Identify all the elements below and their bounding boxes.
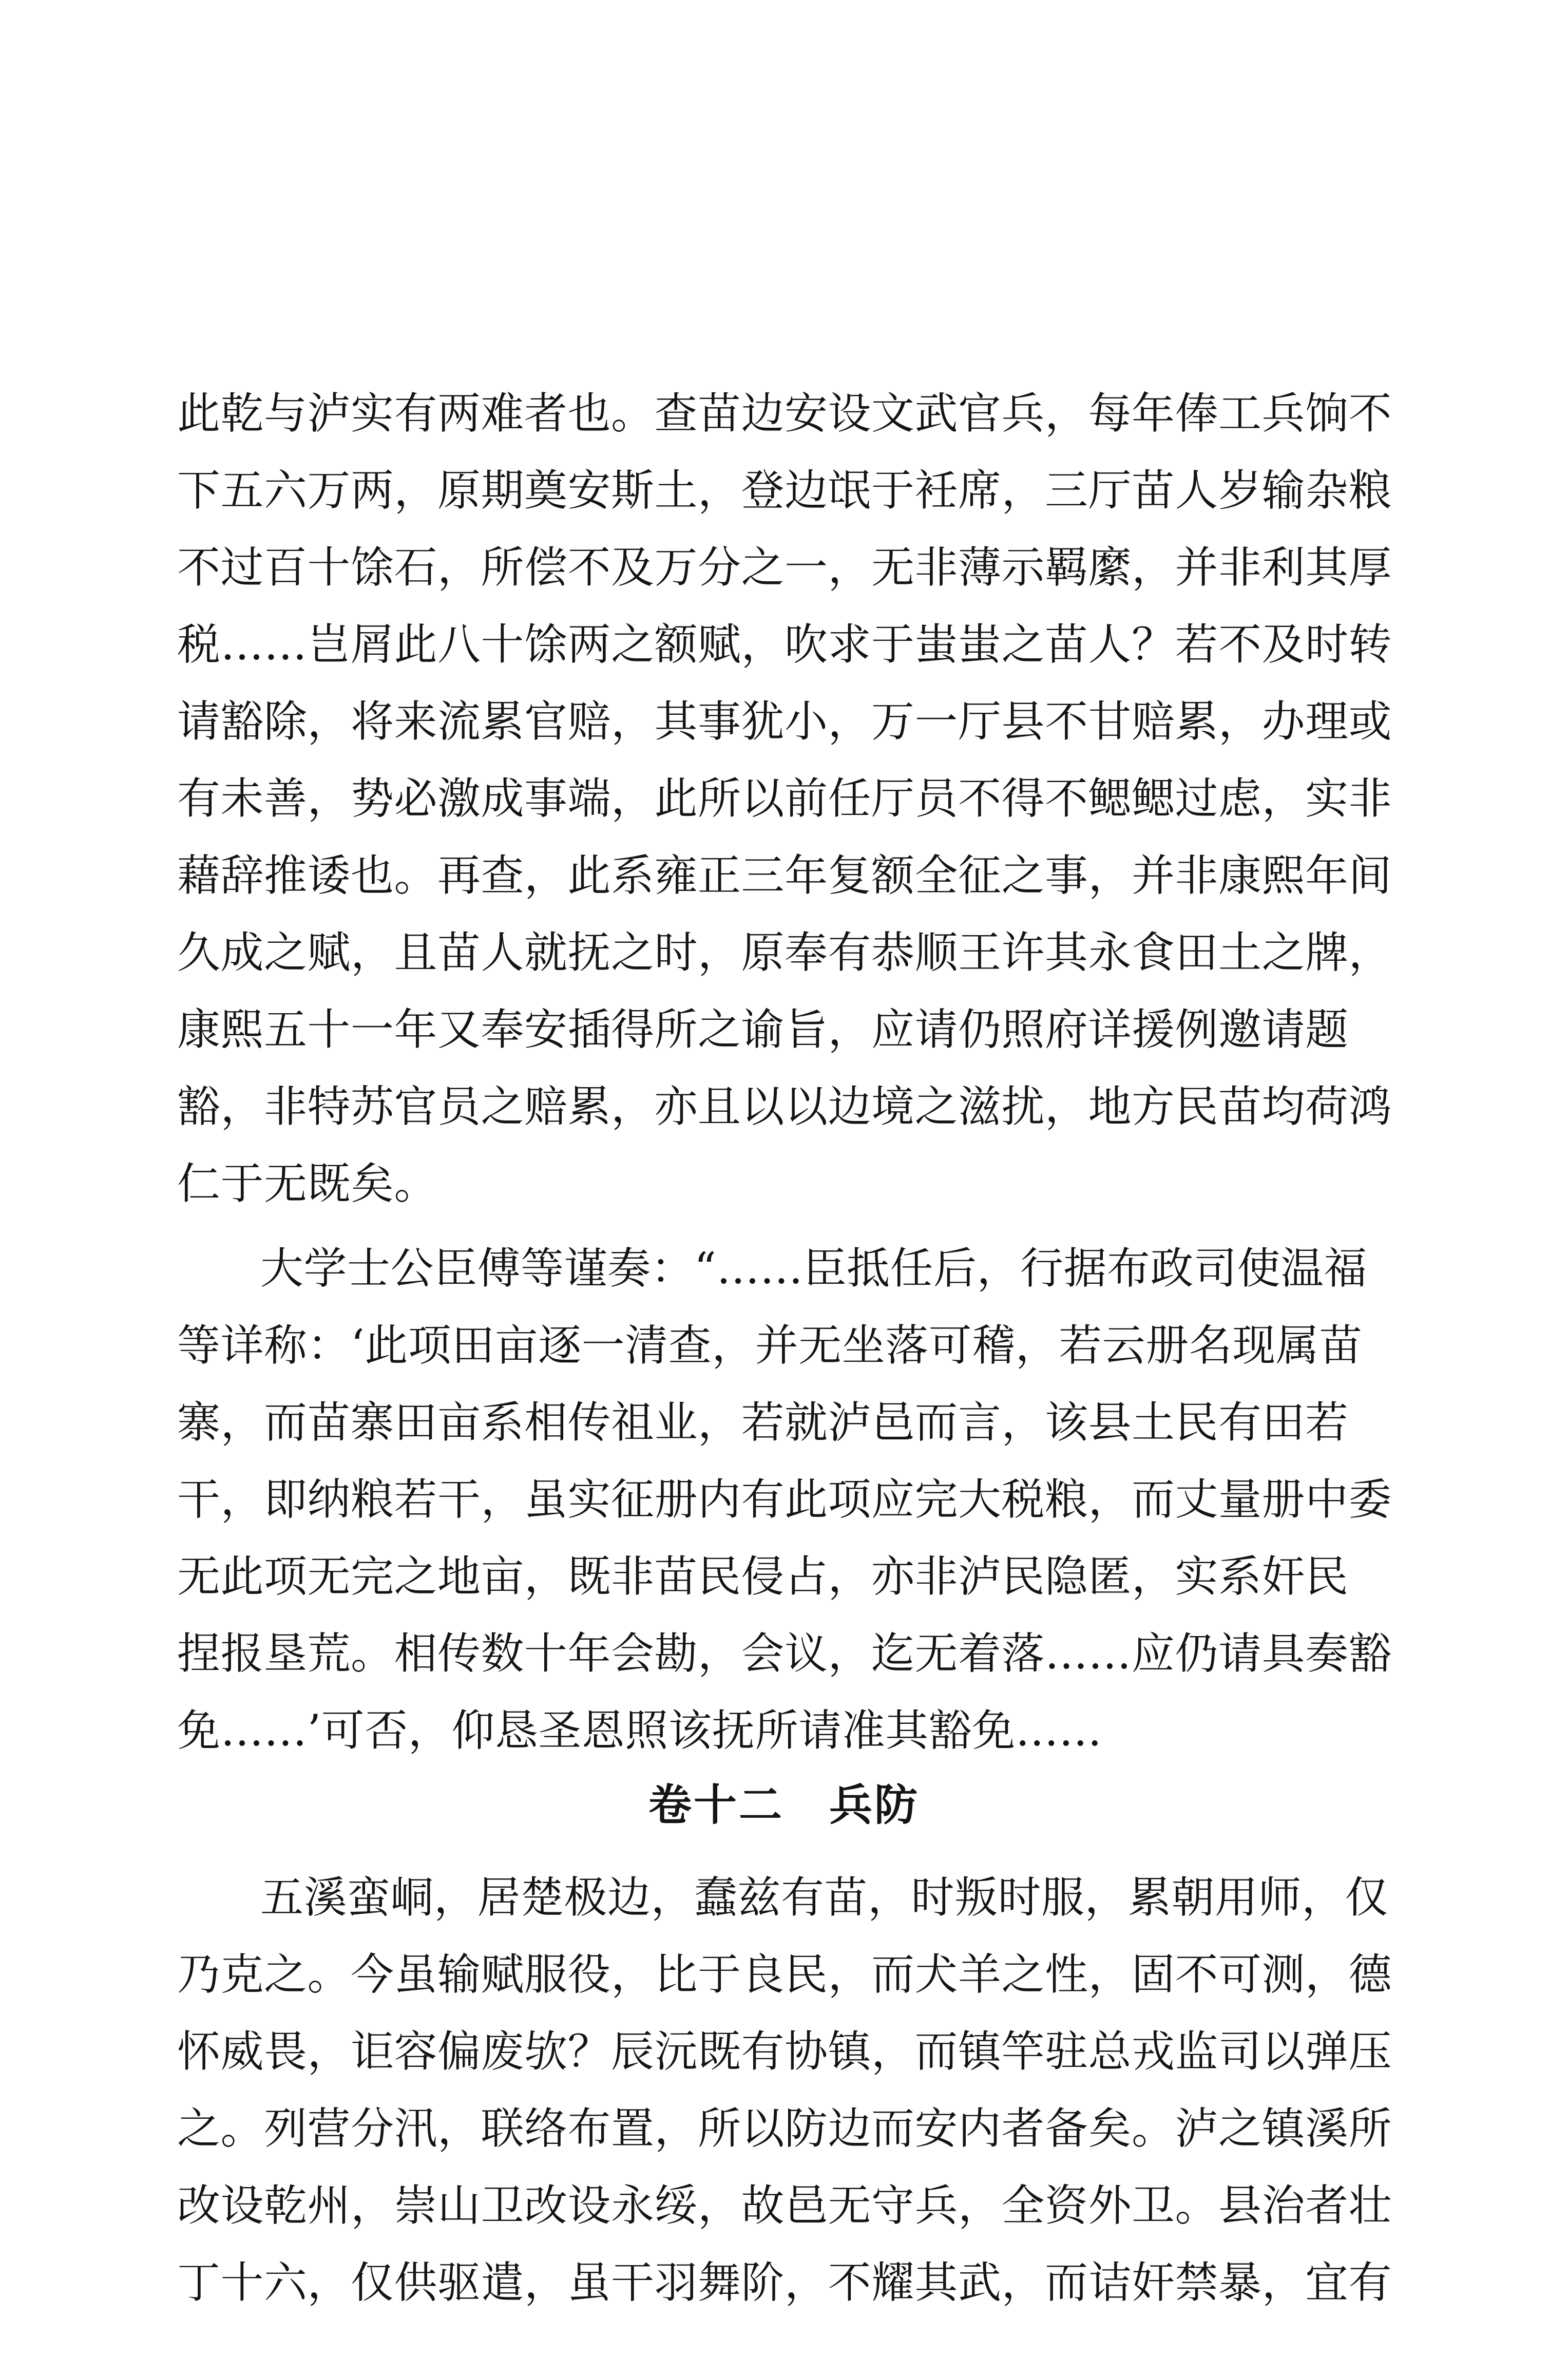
text-line: 豁，非特苏官员之赔累，亦且以以边境之滋扰，地方民苗均荷鸿 [177,1081,1392,1132]
text-line: 乃克之。今虽输赋服役，比于良民，而犬羊之性，固不可测，德 [177,1949,1392,2000]
text-line: 请豁除，将来流累官赔，其事犹小，万一厅县不甘赔累，办理或 [177,696,1392,747]
text-line: 仁于无既矣。 [177,1158,438,1209]
text-line: 有未善，势必激成事端，此所以前任厅员不得不鳃鳃过虑，实非 [177,773,1392,824]
text-line: 改设乾州，崇山卫改设永绥，故邑无守兵，全资外卫。县治者壮 [177,2180,1392,2231]
text-line: 税……岂屑此八十馀两之额赋，吹求于蚩蚩之苗人？若不及时转 [177,619,1392,670]
text-line: 之。列营分汛，联络布置，所以防边而安内者备矣。泸之镇溪所 [177,2103,1392,2154]
text-line: 无此项无完之地亩，既非苗民侵占，亦非泸民隐匿，实系奸民 [177,1551,1349,1602]
text-line: 丁十六，仅供驱遣，虽干羽舞阶，不耀其武，而诘奸禁暴，宜有 [177,2257,1392,2308]
text-line: 此乾与泸实有两难者也。查苗边安设文武官兵，每年俸工兵饷不 [177,388,1392,439]
text-line: 五溪蛮峒，居楚极边，蠢兹有苗，时叛时服，累朝用师，仅 [260,1872,1389,1923]
text-line: 寨，而苗寨田亩系相传祖业，若就泸邑而言，该县土民有田若 [177,1397,1349,1448]
text-line: 捏报垦荒。相传数十年会勘，会议，迄无着落……应仍请具奏豁 [177,1628,1392,1679]
text-line: 干，即纳粮若干，虽实征册内有此项应完大税粮，而丈量册中委 [177,1474,1392,1525]
text-line: 免……’可否，仰恳圣恩照该抚所请准其豁免…… [177,1705,1102,1756]
text-line: 久成之赋，且苗人就抚之时，原奉有恭顺王许其永食田土之牌， [177,927,1392,978]
text-line: 等详称：‘此项田亩逐一清查，并无坐落可稽，若云册名现属苗 [177,1320,1363,1371]
text-line: 下五六万两，原期奠安斯土，登边氓于衽席，三厅苗人岁输杂粮 [177,465,1392,516]
text-line: 不过百十馀石，所偿不及万分之一，无非薄示羁縻，并非利其厚 [177,542,1392,593]
text-line: 康熙五十一年又奉安插得所之谕旨，应请仍照府详援例邀请题 [177,1004,1349,1055]
text-line: 大学士公臣傅等谨奏：“……臣抵任后，行据布政司使温福 [260,1243,1367,1294]
section-heading: 卷十二 兵防 [648,1780,920,1830]
text-line: 怀威畏，讵容偏废欤？辰沅既有协镇，而镇竿驻总戎监司以弹压 [177,2026,1392,2077]
text-line: 藉辞推诿也。再查，此系雍正三年复额全征之事，并非康熙年间 [177,850,1392,901]
